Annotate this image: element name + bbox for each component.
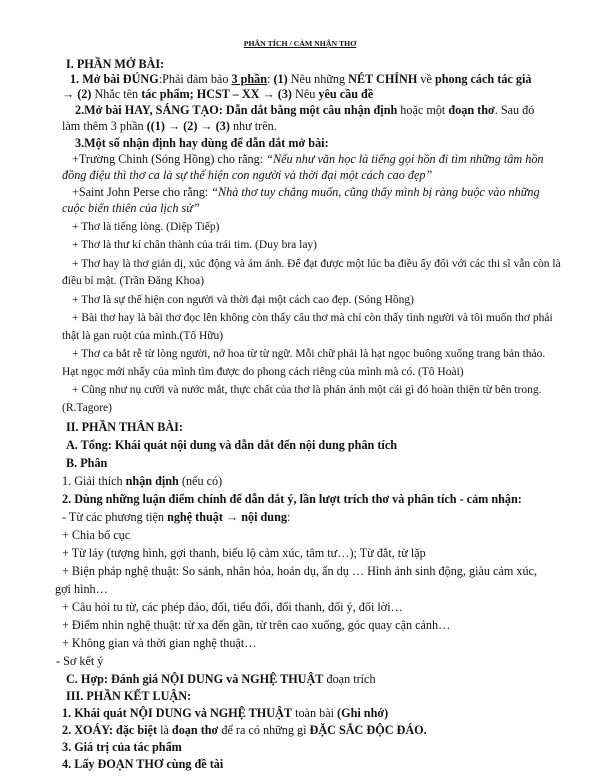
quote-author: +Trường Chinh (Sóng Hồng) cho rằng: bbox=[72, 152, 267, 166]
so-ket-y: - Sơ kết ý bbox=[56, 654, 104, 668]
text: 1. Giải thích bbox=[62, 474, 126, 488]
list-item: + Cũng như nụ cười và nước mắt, thực chất của thơ là phản ánh một cái gì đó hoàn thiện từ bên trong. bbox=[72, 384, 542, 396]
nhan-dinh: nhận định bbox=[125, 474, 179, 488]
list-item: + Thơ là thư kí chân thành của trái tim. (Duy bra lay) bbox=[72, 239, 318, 251]
text: để ra có những gì bbox=[218, 723, 310, 737]
part3-item1 bbox=[62, 707, 388, 719]
text: Nêu những bbox=[287, 72, 349, 86]
text: . Sau đó bbox=[494, 103, 535, 117]
mo-bai-dung-line1 bbox=[70, 73, 531, 85]
three-parts: 3 phần bbox=[231, 72, 268, 86]
text: → bbox=[259, 87, 278, 101]
list-item: + Thơ là sự thể hiện con người và thời đại một cách cao đẹp. (Sóng Hồng) bbox=[72, 294, 414, 306]
part1-heading: I. PHẦN MỞ BÀI: bbox=[66, 57, 165, 71]
phong-cach: phong cách tác giả bbox=[434, 72, 532, 86]
list-item: + Thơ là tiếng lòng. (Diệp Tiếp) bbox=[72, 221, 220, 233]
list-item: + Bài thơ hay là bài thơ đọc lên không còn thấy câu thơ mà chỉ còn thấy tình người và tôi muốn thơ phải bbox=[72, 312, 553, 324]
mo-bai-hay-label: 2.Mở bài HAY, SÁNG TẠO bbox=[75, 103, 219, 117]
list-item: + Chia bố cục bbox=[62, 528, 131, 542]
part-1-marker: (1) bbox=[273, 72, 288, 86]
part2-B: B. Phân bbox=[66, 456, 108, 470]
text: hoặc một bbox=[397, 103, 449, 117]
yeu-cau: yêu cầu đề bbox=[318, 87, 374, 101]
text: : Dẫn dắt bằng một câu nhận định bbox=[218, 103, 398, 117]
part3-heading: III. PHẦN KẾT LUẬN: bbox=[66, 689, 192, 703]
text: đoạn trích bbox=[323, 672, 376, 686]
doan-tho: đoạn thơ bbox=[448, 103, 495, 117]
part3-item2 bbox=[62, 724, 427, 736]
text: ĐẶC SẮC ĐỘC ĐÁO. bbox=[309, 723, 427, 737]
text: Nêu bbox=[291, 87, 319, 101]
text: : bbox=[267, 72, 274, 86]
document-title: PHÂN TÍCH / CẢM NHẬN THƠ bbox=[243, 39, 357, 48]
text: (Ghi nhớ) bbox=[337, 706, 389, 720]
quote-1-line1 bbox=[72, 153, 544, 165]
part3-item4: 4. Lấy ĐOẠN THƠ cùng đề tài bbox=[62, 757, 224, 771]
net-chinh: NÉT CHÍNH bbox=[348, 72, 418, 86]
part-2-marker: (2) bbox=[77, 87, 92, 101]
mo-bai-hay-line1 bbox=[75, 104, 534, 116]
part2-A: A. Tổng: Khái quát nội dung và dẫn dắt đến nội dung phân tích bbox=[66, 438, 398, 452]
text: là bbox=[157, 723, 172, 737]
list-item: + Thơ hay là thơ giản dị, xúc động và ám ảnh. Để đạt được một lúc ba điều ấy đối với các thi sĩ vẫn còn là bbox=[72, 258, 561, 270]
mo-bai-dung-line2 bbox=[62, 88, 373, 100]
steps: ((1) → (2) → (3) bbox=[146, 119, 230, 133]
list-item: gợi hình… bbox=[55, 582, 108, 596]
mo-bai-dung-label: 1. Mở bài ĐÚNG bbox=[70, 72, 159, 86]
nghe-thuat-noi-dung: nghệ thuật → nội dung bbox=[167, 510, 287, 524]
text: đoạn thơ bbox=[171, 723, 219, 737]
part-3-marker: (3) bbox=[277, 87, 292, 101]
quote-author: +Saint John Perse cho rằng: bbox=[72, 185, 212, 199]
text: làm thêm 3 phần bbox=[62, 119, 147, 133]
text: : bbox=[286, 510, 291, 524]
list-item: điều bí mật. (Trần Đăng Khoa) bbox=[62, 275, 205, 287]
part2-b1 bbox=[62, 475, 222, 487]
nhan-dinh-heading: 3.Một số nhận định hay dùng để dẫn dắt mở bài: bbox=[75, 136, 329, 150]
text: Nhắc tên bbox=[91, 87, 142, 101]
text: (nếu có) bbox=[178, 474, 223, 488]
quote-2-line1 bbox=[72, 186, 540, 198]
part2-heading: II. PHẦN THÂN BÀI: bbox=[66, 420, 183, 434]
text: 1. Khái quát NỘI DUNG và NGHỆ THUẬT bbox=[62, 706, 293, 720]
arrow: → bbox=[62, 87, 78, 101]
text: như trên. bbox=[229, 119, 277, 133]
tac-pham: tác phẩm; HCST – XX bbox=[141, 87, 260, 101]
part2-b3 bbox=[62, 511, 290, 523]
quote-2-line2: cuộc biến thiên của lịch sử” bbox=[62, 201, 200, 215]
mo-bai-hay-line2 bbox=[62, 120, 277, 132]
quote-text: “Nhà thơ tuy chẳng muốn, cũng thấy mình bị ràng buộc vào những bbox=[211, 185, 540, 199]
text: - Từ các phương tiện bbox=[62, 510, 168, 524]
text: về bbox=[417, 72, 435, 86]
list-item: Hạt ngọc mới nhấy của mình tìm được do phong cách riêng của mình mà có. (Tô Hoài) bbox=[62, 366, 464, 378]
list-item: + Biện pháp nghệ thuật: So sánh, nhân hóa, hoán dụ, ẩn dụ … Hình ảnh sinh động, giàu cảm xúc, bbox=[62, 564, 537, 578]
list-item: (R.Tagore) bbox=[62, 402, 112, 414]
text: toàn bài bbox=[292, 706, 338, 720]
text: 2. XOÁY: đặc biệt bbox=[62, 723, 158, 737]
part2-C bbox=[66, 673, 376, 685]
list-item: + Điểm nhìn nghệ thuật: từ xa đến gần, từ trên cao xuống, góc quay cận cảnh… bbox=[62, 618, 451, 632]
part3-item3: 3. Giá trị của tác phẩm bbox=[62, 740, 182, 754]
list-item: + Câu hỏi tu từ, các phép đảo, đối, tiểu đối, đối thanh, đối ý, đối lời… bbox=[62, 600, 403, 614]
list-item: + Không gian và thời gian nghệ thuật… bbox=[62, 636, 257, 650]
list-item: thật là gan ruột của mình.(Tố Hữu) bbox=[62, 330, 224, 342]
quote-1-line2: đồng điệu thì thơ ca là sự thể hiện con người và thời đại một cách cao đẹp” bbox=[62, 168, 433, 182]
quote-text: “Nếu như văn học là tiếng gọi hồn đi tìm những tâm hồn bbox=[266, 152, 544, 166]
part2-b2: 2. Dùng những luận điểm chính để dẫn dắt ý, lần lượt trích thơ và phân tích - cảm nhận: bbox=[62, 492, 522, 506]
hop-label: C. Hợp: Đánh giá NỘI DUNG và NGHỆ THUẬT bbox=[66, 672, 324, 686]
list-item: + Từ láy (tượng hình, gợi thanh, biểu lộ cảm xúc, tâm tư…); Từ đắt, từ lặp bbox=[62, 546, 426, 560]
list-item: + Thơ ca bắt rễ từ lòng người, nở hoa từ từ ngữ. Mỗi chữ phải là hạt ngọc buông xuống trang bản thảo. bbox=[72, 348, 546, 360]
text: :Phải đảm bảo bbox=[158, 72, 232, 86]
